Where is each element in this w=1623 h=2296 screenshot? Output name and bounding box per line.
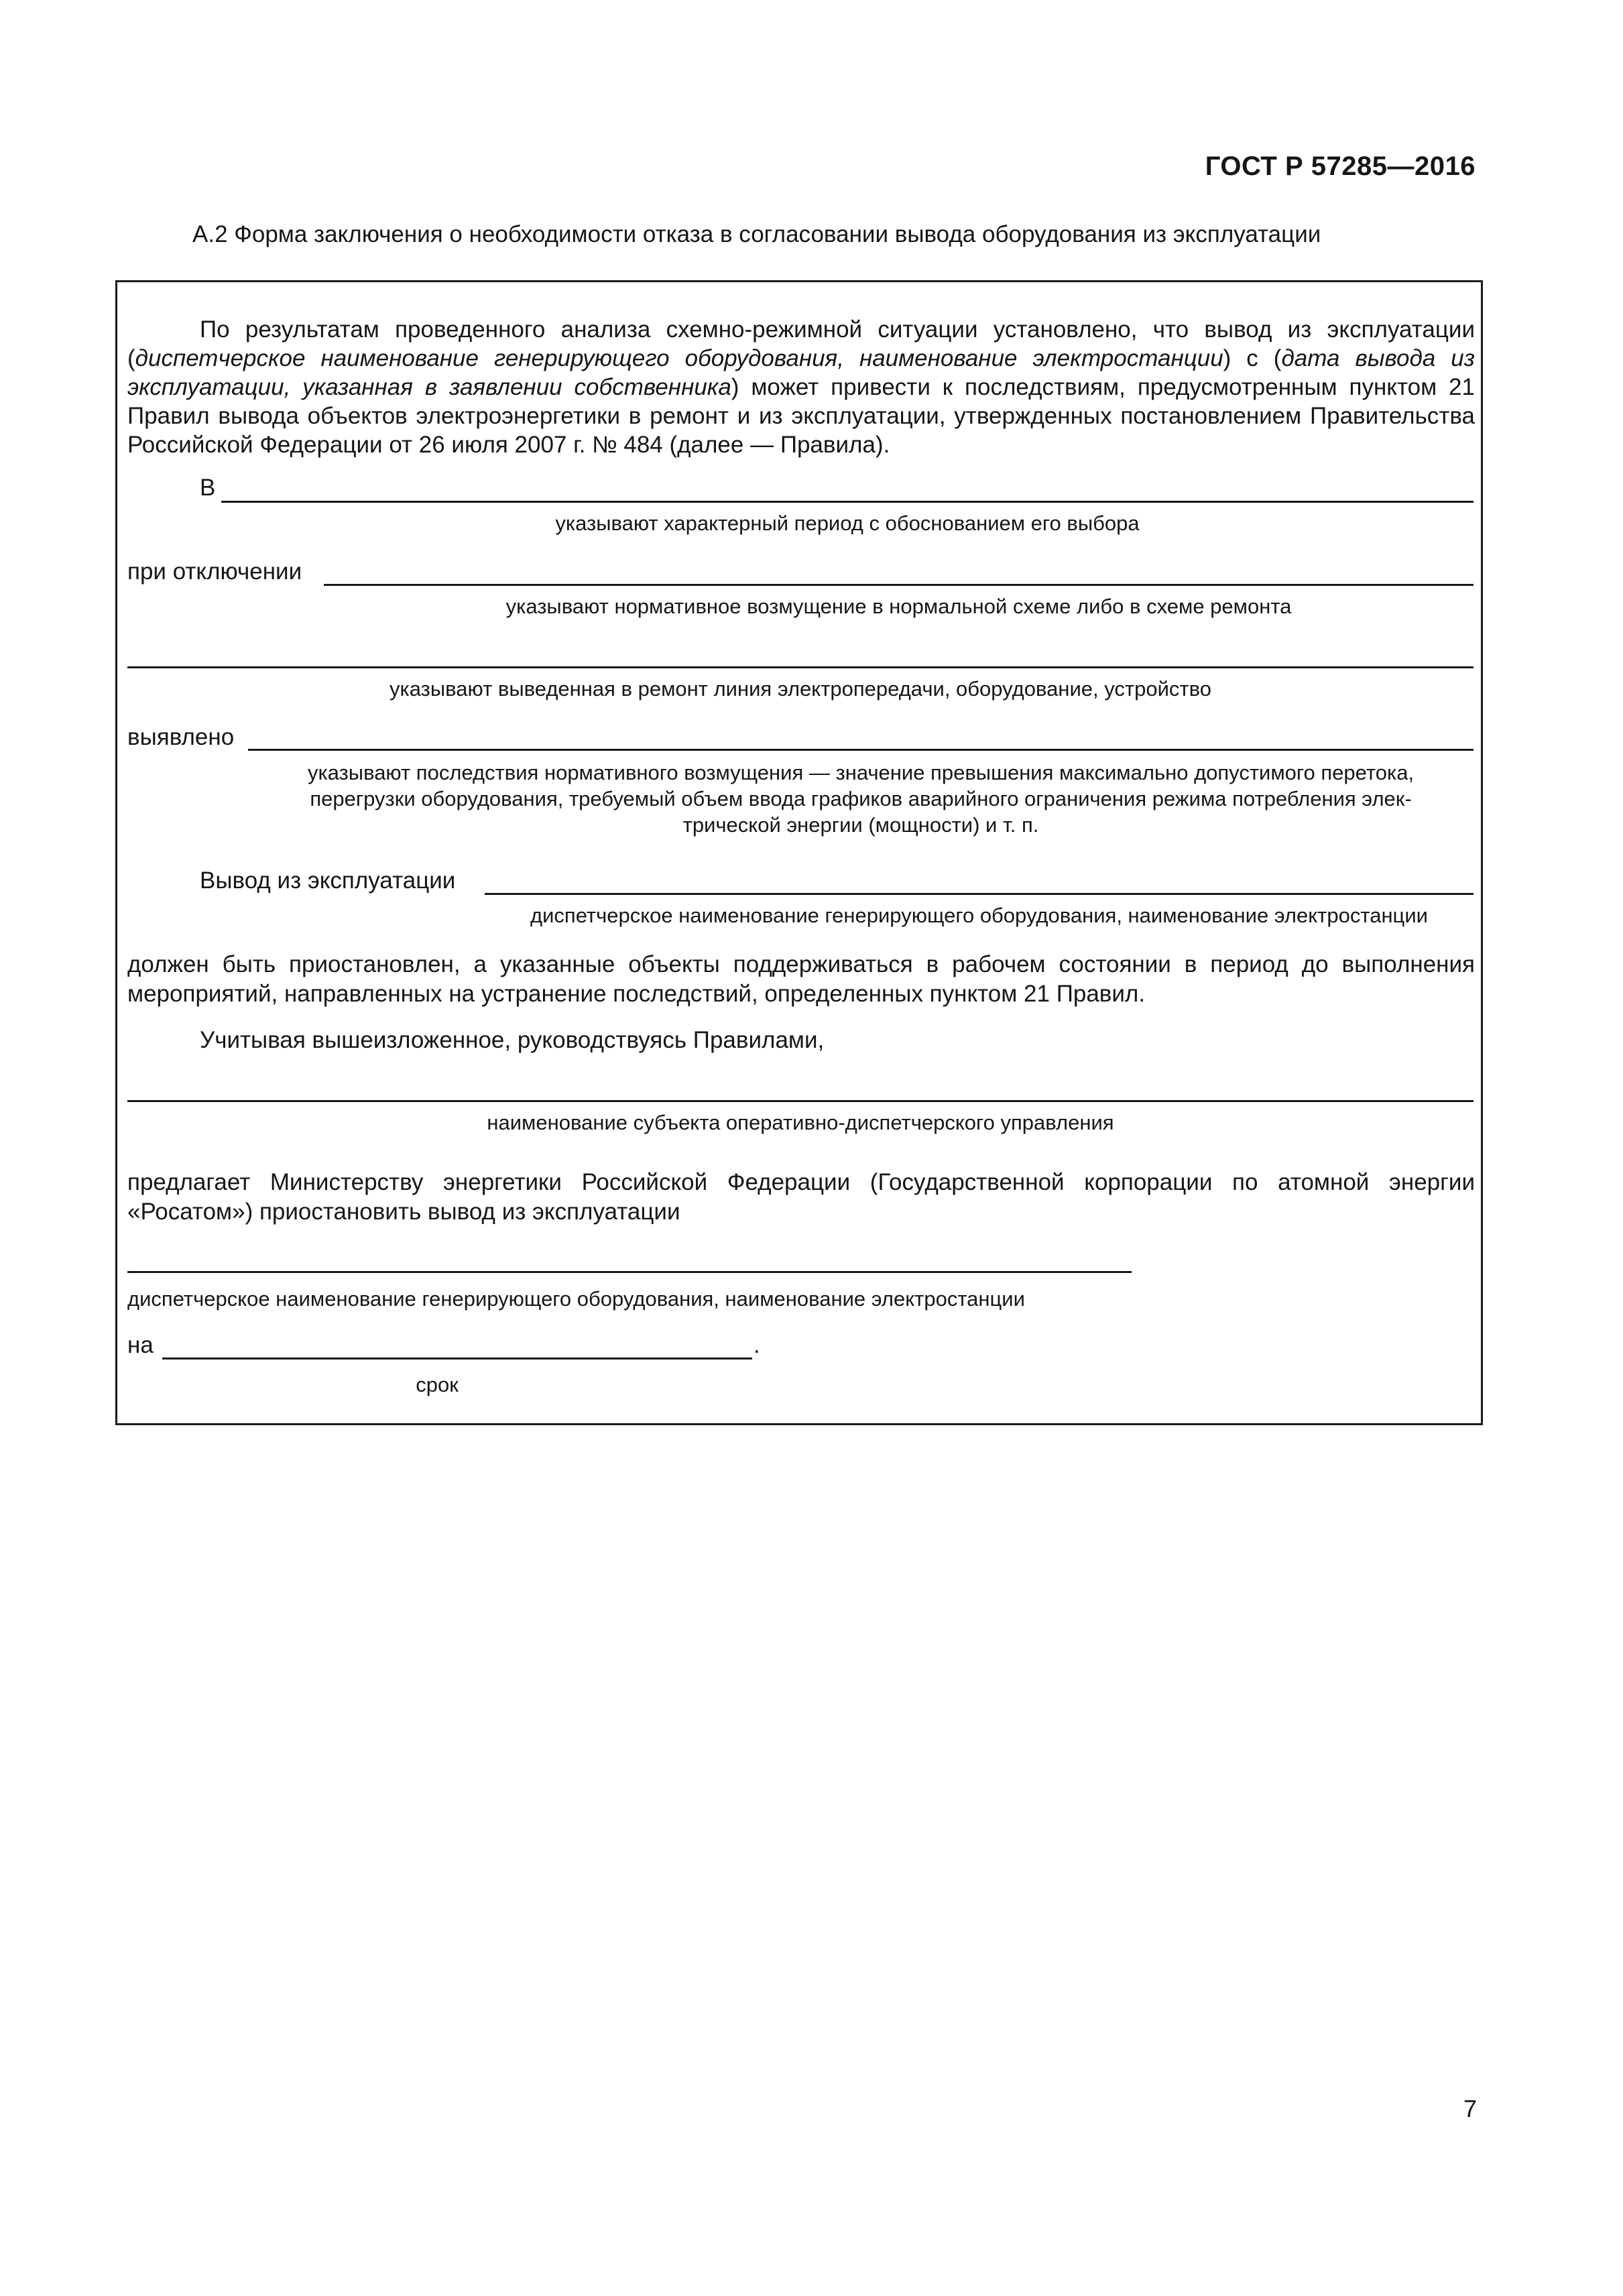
term-end-mark: .	[754, 1332, 760, 1358]
disconnect-label: при отключении	[127, 558, 302, 585]
intro-paragraph	[127, 315, 1475, 459]
disconnect-caption: указывают нормативное возмущение в нормальной схеме либо в схеме ремонта	[505, 595, 1292, 618]
page-number: 7	[1463, 2095, 1478, 2122]
form-title: А.2 Форма заключения о необходимости отказа в согласовании вывода оборудования из эксплуатации	[192, 221, 1321, 247]
revealed-label: выявлено	[127, 724, 235, 750]
term-label: на	[127, 1332, 154, 1358]
decommission-fill-line[interactable]	[485, 893, 1474, 895]
period-label: В	[200, 475, 216, 501]
intro-italic-1: диспетчерское наименование генерирующего оборудования, наименование электростанции	[135, 345, 1223, 371]
suspend-paragraph: должен быть приостановлен, а указанные объекты поддерживаться в рабочем состоянии в период до выполнения мероприятий, направленных на устранение последствий, определенных пунктом 21 Правил.	[127, 951, 1475, 1007]
revealed-caption-line-3: трической энергии (мощности) и т. п.	[682, 813, 1039, 837]
repair-caption: указывают выведенная в ремонт линия электропередачи, оборудование, устройство	[389, 677, 1211, 701]
period-caption: указывают характерный период с обоснованием его выбора	[555, 511, 1140, 535]
term-caption: срок	[416, 1373, 459, 1396]
subject-fill-line[interactable]	[127, 1100, 1474, 1102]
decommission-caption: диспетчерское наименование генерирующего оборудования, наименование электростанции	[530, 904, 1428, 927]
intro-italic-2: дата вывода из эксплуатации, указанная в заявлении собственника	[127, 345, 1475, 400]
subject-caption: наименование субъекта оперативно-диспетчерского управления	[487, 1111, 1114, 1134]
intro-text-3: ) может привести к последствиям, предусмотренным пунктом 21 Правил вывода объектов электроэнергетики в ремонт и из эксплуатации, утвержденных постановлением Правительства Российской Федерации от 26 июля 2007 г. № 484 (далее — Правила).	[127, 374, 1475, 458]
revealed-caption	[248, 760, 1474, 838]
intro-text-2: ) с (	[1223, 345, 1282, 371]
equipment-fill-line[interactable]	[127, 1271, 1132, 1273]
equipment-caption: диспетчерское наименование генерирующего оборудования, наименование электростанции	[127, 1287, 1025, 1311]
disconnect-fill-line[interactable]	[324, 584, 1474, 586]
period-fill-line[interactable]	[221, 501, 1474, 503]
term-fill-line[interactable]	[162, 1357, 752, 1360]
considering-text: Учитывая вышеизложенное, руководствуясь Правилами,	[200, 1027, 825, 1053]
revealed-caption-line-2: перегрузки оборудования, требуемый объем ввода графиков аварийного ограничения режима потребления элек-	[310, 787, 1412, 810]
proposal-paragraph: предлагает Министерству энергетики Российской Федерации (Государственной корпорации по атомной энергии «Росатом») приостановить вывод из эксплуатации	[127, 1169, 1475, 1225]
repair-fill-line[interactable]	[127, 666, 1474, 668]
decommission-label: Вывод из эксплуатации	[200, 867, 456, 894]
intro-text-1: По результатам проведенного анализа схемно-режимной ситуации установлено, что вывод из эксплуатации (	[127, 316, 1475, 371]
revealed-caption-line-1: указывают последствия нормативного возмущения — значение превышения максимально допустимого перетока,	[307, 761, 1415, 784]
revealed-fill-line[interactable]	[248, 749, 1474, 751]
standard-code: ГОСТ Р 57285—2016	[1205, 152, 1476, 181]
